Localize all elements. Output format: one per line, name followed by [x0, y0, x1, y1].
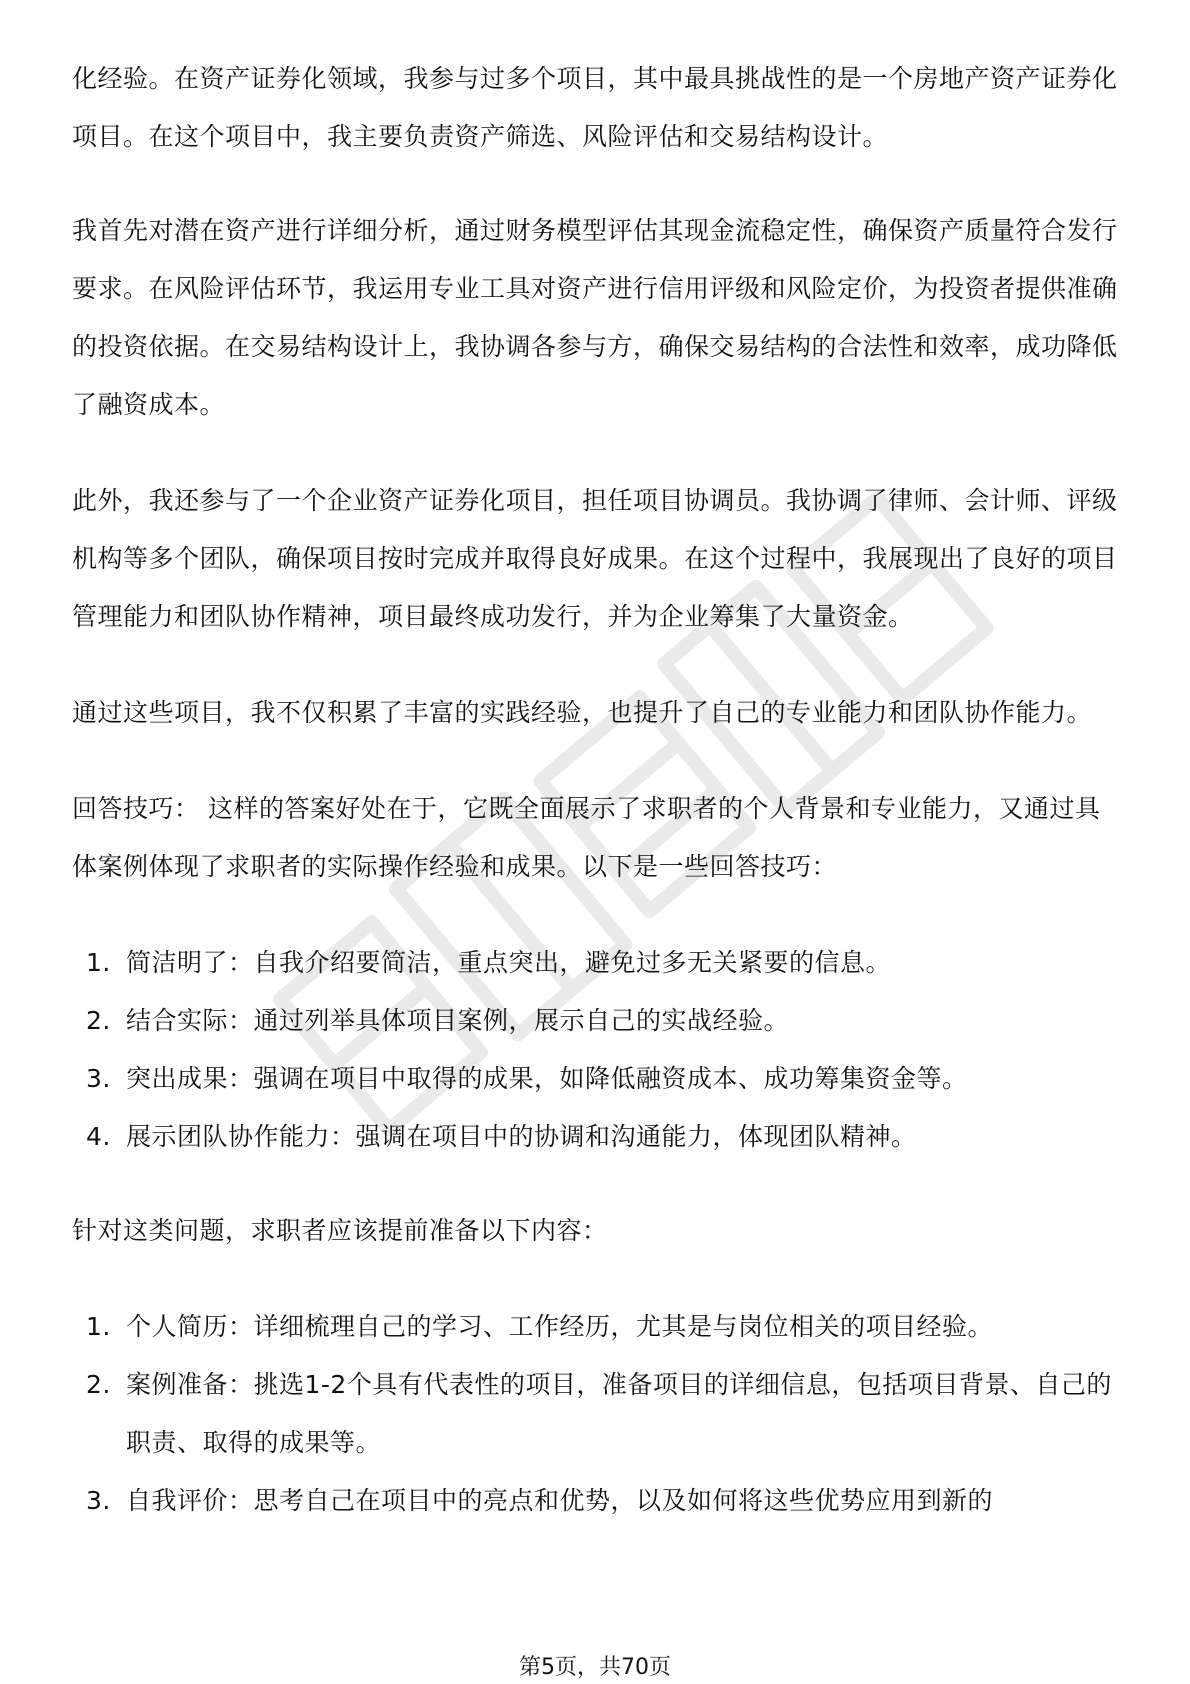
list-item — [72, 1050, 1122, 1108]
list-item-text: 案例准备：挑选1-2个具有代表性的项目，准备项目的详细信息，包括项目背景、自己的职责、取得的成果等。 — [126, 1370, 1112, 1457]
paragraph-enterprise-project: 此外，我还参与了一个企业资产证券化项目，担任项目协调员。我协调了律师、会计师、评级机构等多个团队，确保项目按时完成并取得良好成果。在这个过程中，我展现出了良好的项目管理能力和团队协作精神，项目最终成功发行，并为企业筹集了大量资金。 — [72, 486, 1118, 631]
list-number: 2. — [86, 1006, 111, 1035]
list-item-text: 突出成果：强调在项目中取得的成果，如降低融资成本、成功筹集资金等。 — [126, 1064, 968, 1093]
list-number: 1. — [86, 948, 111, 977]
list-number: 4. — [86, 1122, 111, 1151]
paragraph-preparation: 针对这类问题，求职者应该提前准备以下内容： — [72, 1216, 608, 1245]
list-item-text: 个人简历：详细梳理自己的学习、工作经历，尤其是与岗位相关的项目经验。 — [126, 1312, 994, 1341]
paragraph-answer-tips: 回答技巧： 这样的答案好处在于，它既全面展示了求职者的个人背景和专业能力，又通过具体案例体现了求职者的实际操作经验和成果。以下是一些回答技巧： — [72, 794, 1101, 881]
list-item — [72, 1472, 1122, 1530]
list-item-text: 简洁明了：自我介绍要简洁，重点突出，避免过多无关紧要的信息。 — [126, 948, 892, 977]
list-item — [72, 1298, 1122, 1356]
list-item — [72, 934, 1122, 992]
tips-list — [72, 934, 1122, 1166]
list-number: 3. — [86, 1064, 111, 1093]
list-item-text: 自我评价：思考自己在项目中的亮点和优势，以及如何将这些优势应用到新的 — [126, 1486, 994, 1515]
list-item-text: 结合实际：通过列举具体项目案例，展示自己的实战经验。 — [126, 1006, 790, 1035]
list-item — [72, 992, 1122, 1050]
list-item-text: 展示团队协作能力：强调在项目中的协调和沟通能力，体现团队精神。 — [126, 1122, 917, 1151]
paragraph-summary: 通过这些项目，我不仅积累了丰富的实践经验，也提升了自己的专业能力和团队协作能力。 — [72, 698, 1093, 727]
paragraph-experience-intro: 化经验。在资产证券化领域，我参与过多个项目，其中最具挑战性的是一个房地产资产证券化项目。在这个项目中，我主要负责资产筛选、风险评估和交易结构设计。 — [72, 64, 1118, 151]
preparation-list — [72, 1298, 1122, 1530]
list-number: 1. — [86, 1312, 111, 1341]
list-number: 2. — [86, 1370, 111, 1399]
list-item — [72, 1356, 1122, 1472]
paragraph-real-estate-project: 我首先对潜在资产进行详细分析，通过财务模型评估其现金流稳定性，确保资产质量符合发行要求。在风险评估环节，我运用专业工具对资产进行信用评级和风险定价，为投资者提供准确的投资依据。在交易结构设计上，我协调各参与方，确保交易结构的合法性和效率，成功降低了融资成本。 — [72, 216, 1118, 419]
document-page — [72, 50, 1122, 1566]
list-number: 3. — [86, 1486, 111, 1515]
list-item — [72, 1108, 1122, 1166]
page-number-footer: 第5页，共70页 — [519, 1655, 671, 1680]
